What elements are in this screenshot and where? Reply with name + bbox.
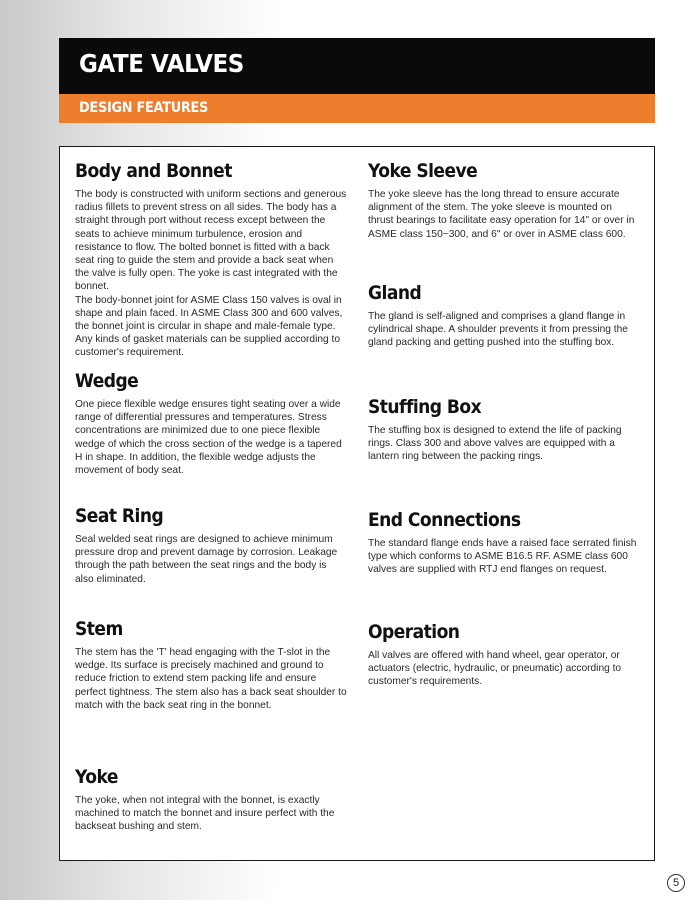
section-text: Seal welded seat rings are designed to achieve minimum pressure drop and prevent damage by corrosion. Leakage through the path between the seat rings and the body is also eliminated. xyxy=(75,534,338,585)
section-yoke-sleeve xyxy=(368,160,640,241)
page-title: GATE VALVES xyxy=(79,49,244,78)
section-text: The body is constructed with uniform sections and generous radius fillets to prevent stress on all sides. The body has a straight through port without recess except between the seats to achieve minimum turbulence, erosion and resistance to flow. The bolted bonnet is fitted with a back seat ring to guide the stem and provide a back seat when the valve is fully open. The yoke is cast integrated with the bonnet. xyxy=(75,189,347,293)
content-box xyxy=(59,146,655,861)
section-seat-ring xyxy=(75,505,347,586)
section-heading: Gland xyxy=(368,282,422,304)
section-heading: Seat Ring xyxy=(75,505,164,527)
section-heading: Stuffing Box xyxy=(368,396,482,418)
section-stem xyxy=(75,618,347,712)
section-text: All valves are offered with hand wheel, gear operator, or actuators (electric, hydraulic, or pneumatic) according to customer's requirements. xyxy=(368,650,622,688)
section-text: The standard flange ends have a raised face serrated finish type which conforms to ASME B16.5 RF. ASME class 600 valves are supplied with RTJ end flanges on request. xyxy=(368,538,637,576)
section-heading: End Connections xyxy=(368,509,521,531)
section-text: One piece flexible wedge ensures tight seating over a wide range of differential pressures and temperatures. Stress concentrations are minimized due to one piece flexible wedge of which the cross section of the wedge is a tapered H in shape. In addition, the flexible wedge adjusts the movement of body seat. xyxy=(75,399,342,477)
section-wedge xyxy=(75,370,347,477)
page-subtitle: DESIGN FEATURES xyxy=(79,100,209,116)
section-text: The stuffing box is designed to extend the life of packing rings. Class 300 and above valves are equipped with a lantern ring between the packing rings. xyxy=(368,425,622,463)
section-heading: Wedge xyxy=(75,370,139,392)
page-number: 5 xyxy=(667,874,685,892)
section-operation xyxy=(368,621,640,689)
section-gland xyxy=(368,282,640,350)
section-end-connections xyxy=(368,509,640,577)
section-text: The yoke sleeve has the long thread to ensure accurate alignment of the stem. The yoke sleeve is mounted on thrust bearings to facilitate easy operation for 14" or over in ASME class 150~300, and 6" or over in ASME class 600. xyxy=(368,189,635,240)
section-stuffing-box xyxy=(368,396,640,464)
section-heading: Operation xyxy=(368,621,460,643)
section-text-continued: The body-bonnet joint for ASME Class 150 valves is oval in shape and plain faced. In ASME Class 300 and 600 valves, the bonnet joint is circular in shape and male-female type. Any kinds of gasket materials can be supplied according to customer's requirement. xyxy=(75,294,343,359)
section-heading: Yoke xyxy=(75,766,118,788)
section-text: The gland is self-aligned and comprises a gland flange in cylindrical shape. A shoulder prevents it from pressing the gland packing and getting pushed into the stuffing box. xyxy=(368,311,628,349)
section-yoke xyxy=(75,766,347,834)
subtitle-bar xyxy=(59,94,655,123)
section-heading: Stem xyxy=(75,618,123,640)
section-body-and-bonnet xyxy=(75,160,347,360)
section-heading: Yoke Sleeve xyxy=(368,160,478,182)
section-heading: Body and Bonnet xyxy=(75,160,232,182)
title-bar xyxy=(59,38,655,94)
section-text: The yoke, when not integral with the bonnet, is exactly machined to match the bonnet and insure perfect with the backseat bushing and stem. xyxy=(75,795,335,833)
section-text: The stem has the 'T' head engaging with the T-slot in the wedge. Its surface is precisely machined and ground to reduce friction to extend stem packing life and ensure perfect tightness. The stem also has a back seat shoulder to match with the back seat ring in the bonnet. xyxy=(75,647,347,711)
